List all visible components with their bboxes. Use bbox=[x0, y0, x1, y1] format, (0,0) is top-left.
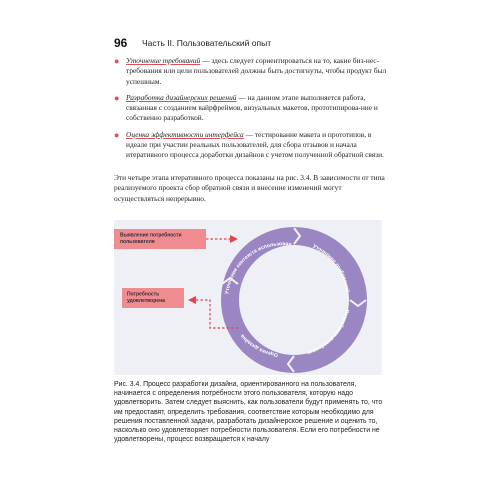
box-label-line: Потребность удовлетворена bbox=[127, 291, 165, 304]
bullet-term: Уточнение требований bbox=[126, 56, 201, 65]
process-diagram bbox=[114, 220, 382, 375]
box-label-line: Выявление потребности пользователя bbox=[120, 232, 182, 245]
bullet-item bbox=[114, 56, 392, 87]
segment-label: Уточнение контекста использован bbox=[224, 241, 292, 295]
bullet-text: — на данном этапе выполняется работа, связанная с созданием вайрфреймов, визуальных макетов, прототипирова-ние и собственно разработкой. bbox=[126, 92, 378, 123]
bullet-item bbox=[114, 93, 392, 124]
figure-3-4 bbox=[114, 220, 382, 375]
bullet-dot-icon: ● bbox=[114, 129, 120, 140]
figure-caption: Рис. 3.4. Процесс разработки дизайна, ориентированного на пользователя, начинается с определения потребности этого пользователя, которую надо удовлетворить. Затем следует выяснить, как пользователи будут применять то, что им предоставят, определить требования, соответствие которым необходимо для решения поставленной задачи, разработать дизайнерское решение и оценить то, насколько оно удовлетворяет потребности пользователя. Если его потребности не удовлетворены, процесс возвращается к началу bbox=[114, 381, 383, 444]
running-title: Часть II. Пользовательский опыт bbox=[142, 38, 272, 48]
arrow-head-icon bbox=[188, 296, 196, 304]
arrow-head-icon bbox=[230, 235, 238, 243]
bullet-text: — здесь следует сориентироваться на то, какие биз-нес-требования или цели пользователей должны быть достигнуты, чтобы продукт был успешным. bbox=[126, 56, 387, 86]
page-header bbox=[114, 36, 404, 50]
bullet-list bbox=[114, 56, 392, 167]
bullet-term: Оценка эффективности интерфейса bbox=[126, 129, 244, 139]
segment-label: Оценка дизайна bbox=[239, 332, 279, 358]
box-label-line-2: удовлетворена bbox=[127, 298, 165, 304]
body-paragraph: Эти четыре этапа итеративного процесса показаны на рис. 3.4. В зависимости от типа реализуемого проекта сбор обратной связи и внесение изменений могут осуществляться непрерывно. bbox=[114, 173, 385, 203]
bullet-text: — тестирование макета и прототипов, в идеале при участии реальных пользователей, для сбора отзывов и начала итеративного процесса доработки дизайнов с учетом полученной обратной связи. bbox=[126, 129, 384, 160]
bullet-dot-icon: ● bbox=[114, 92, 120, 103]
segment-label: Разработка дизайнерск bbox=[306, 308, 350, 356]
bullet-term: Разработка дизайнерских решений bbox=[126, 92, 237, 102]
bullet-dot-icon: ● bbox=[114, 56, 120, 66]
segment-label: Уточнение требований bbox=[311, 243, 351, 293]
page-number: 96 bbox=[114, 36, 128, 50]
box-label-line-2: пользователя bbox=[120, 239, 155, 245]
bullet-item bbox=[114, 130, 392, 161]
